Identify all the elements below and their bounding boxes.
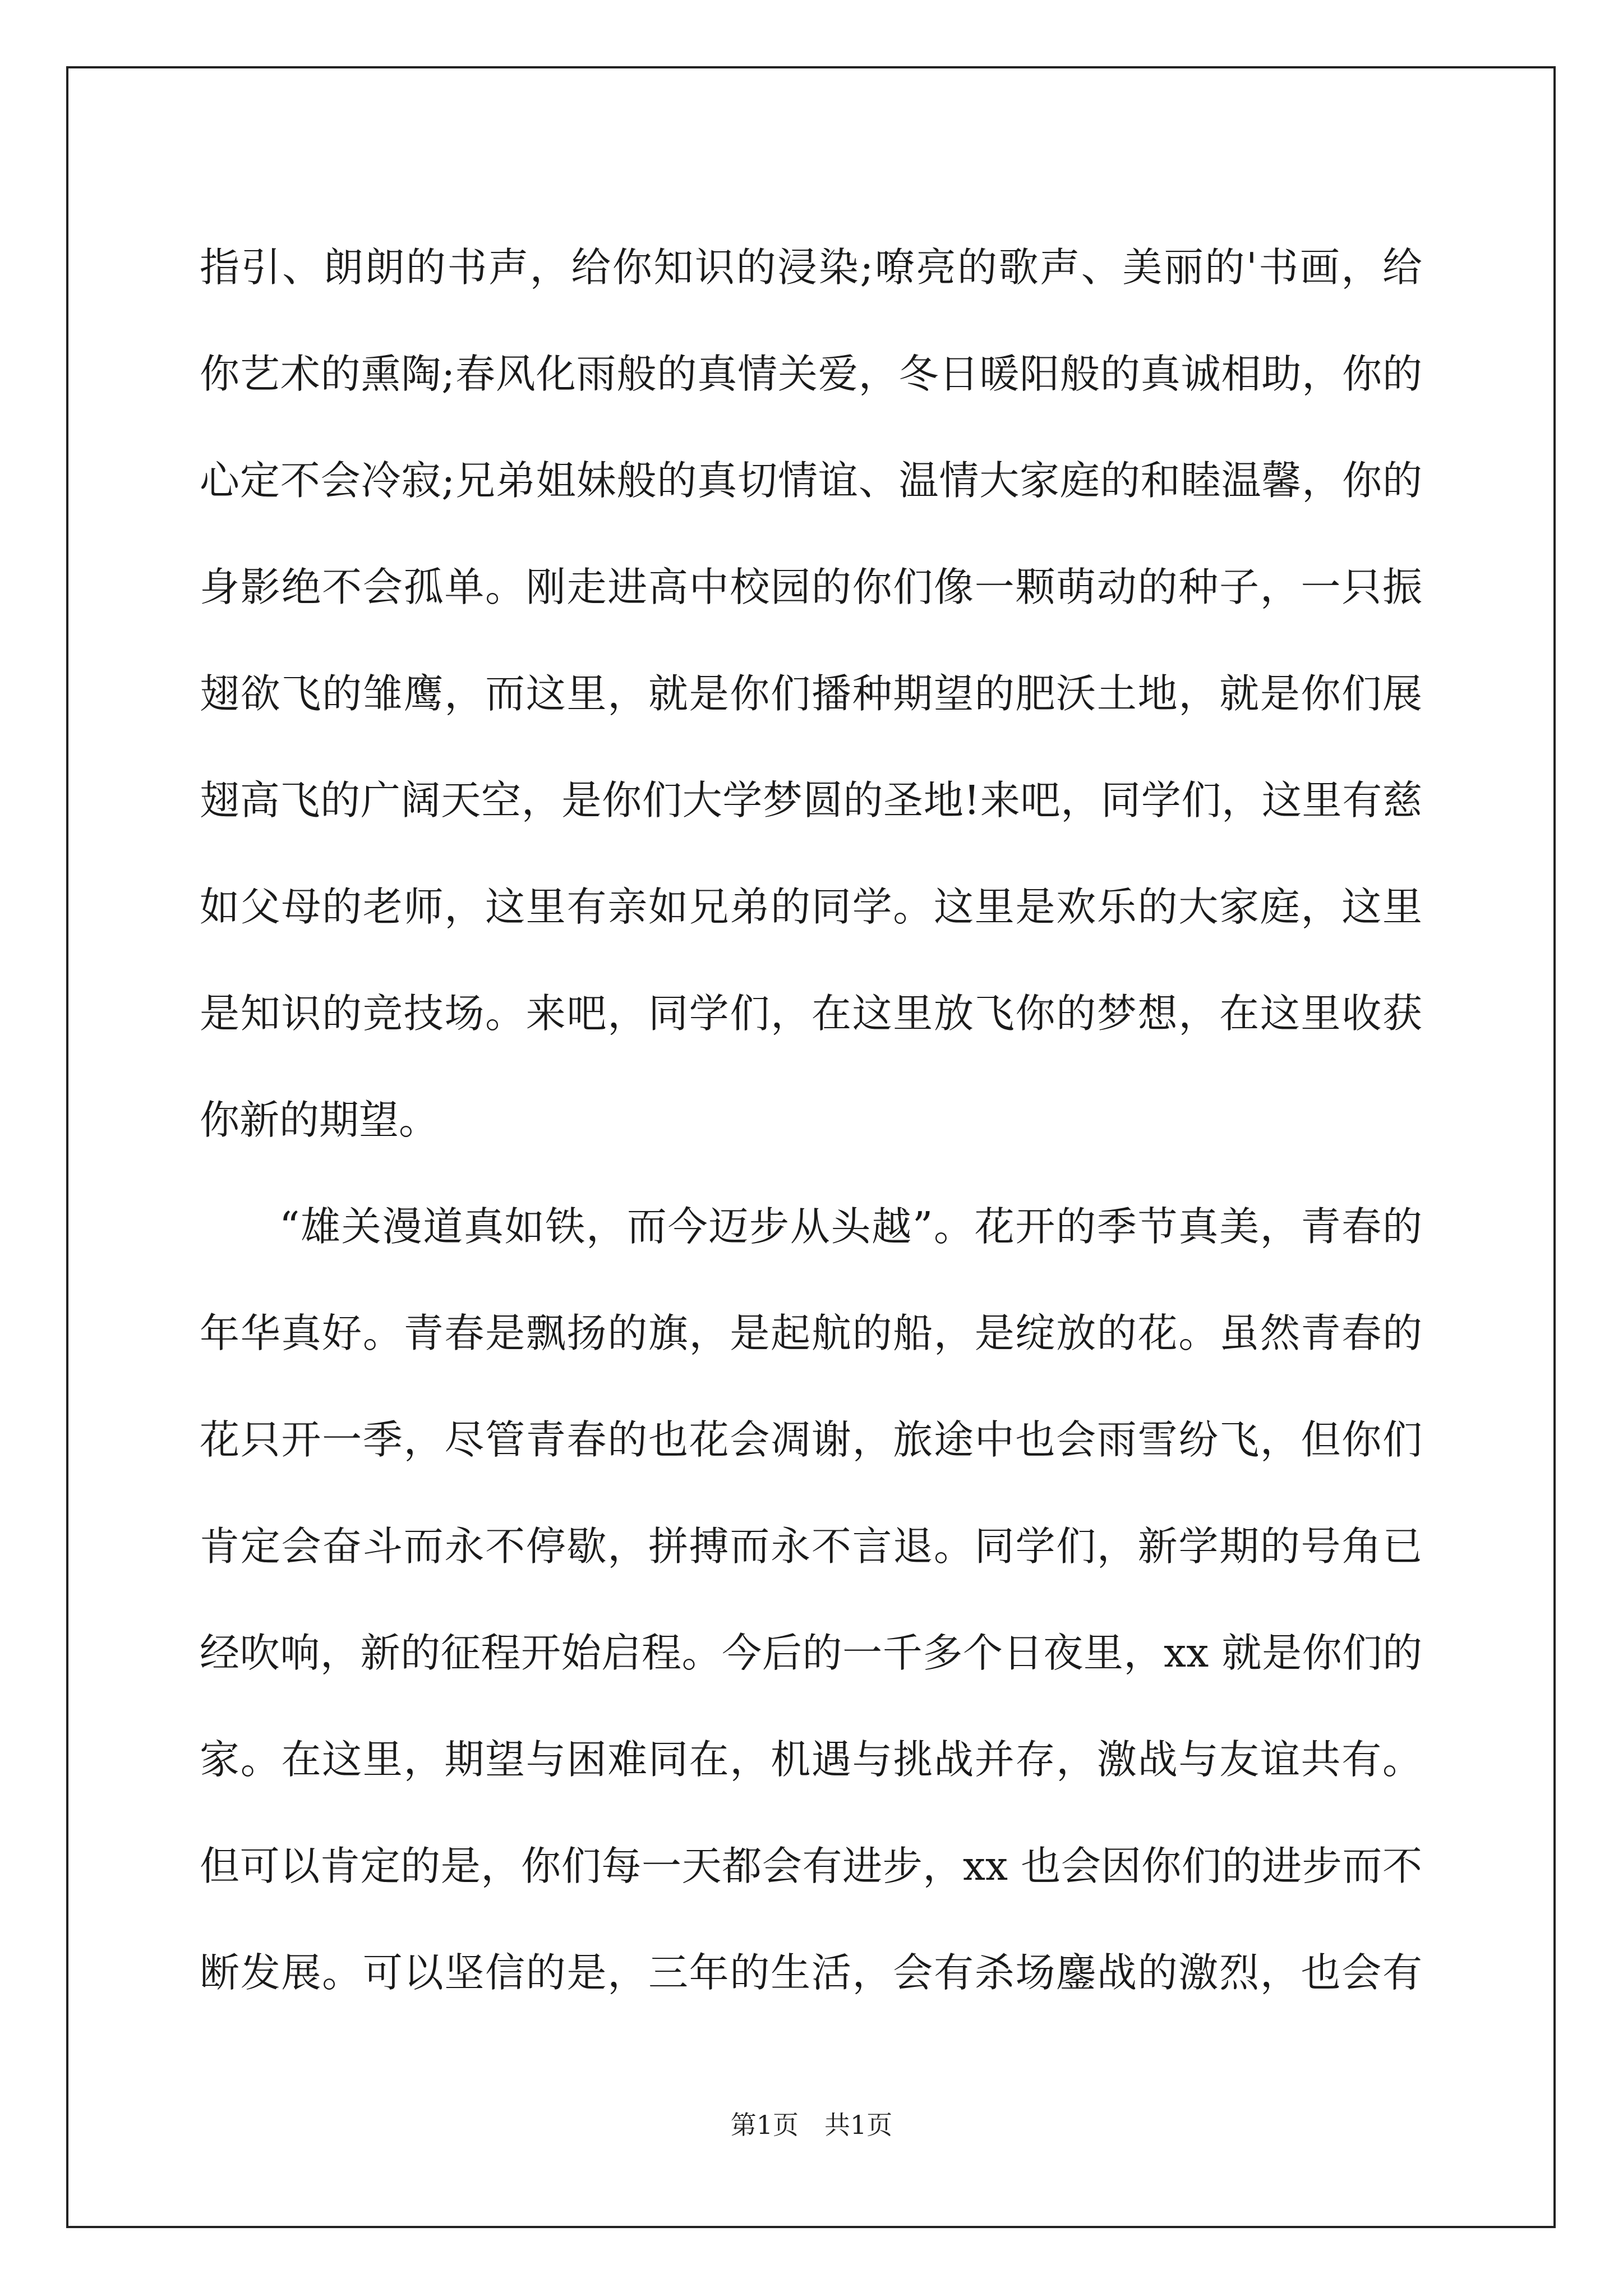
- text-line: 年华真好。青春是飘扬的旗，是起航的船，是绽放的花。虽然青春的: [200, 1310, 1422, 1356]
- paragraph-2: [200, 1174, 1422, 2026]
- text-line: 翅高飞的广阔天空，是你们大学梦圆的圣地!来吧，同学们，这里有慈: [200, 777, 1422, 823]
- document-body: [200, 214, 1422, 2026]
- text-line: 你艺术的熏陶;春风化雨般的真情关爱，冬日暖阳般的真诚相助，你的: [200, 351, 1422, 397]
- text-line: 断发展。可以坚信的是，三年的生活，会有杀场鏖战的激烈，也会有: [200, 1949, 1422, 1996]
- text-line: 身影绝不会孤单。刚走进高中校园的你们像一颗萌动的种子，一只振: [200, 564, 1422, 610]
- text-line: 肯定会奋斗而永不停歇，拼搏而永不言退。同学们，新学期的号角已: [200, 1523, 1422, 1570]
- paragraph-1: [200, 214, 1422, 1174]
- text-line: “雄关漫道真如铁，而今迈步从头越”。花开的季节真美，青春的: [279, 1203, 1422, 1250]
- text-line: 是知识的竞技场。来吧，同学们，在这里放飞你的梦想，在这里收获: [200, 990, 1422, 1037]
- text-line: 花只开一季，尽管青春的也花会凋谢，旅途中也会雨雪纷飞，但你们: [200, 1416, 1422, 1463]
- text-line: 你新的期望。: [200, 1097, 439, 1143]
- text-line: 家。在这里，期望与困难同在，机遇与挑战并存，激战与友谊共有。: [200, 1736, 1422, 1783]
- text-line: 心定不会冷寂;兄弟姐妹般的真切情谊、温情大家庭的和睦温馨，你的: [200, 457, 1422, 504]
- text-line: 指引、朗朗的书声，给你知识的浸染;嘹亮的歌声、美丽的'书画，给: [200, 244, 1422, 291]
- page-number-footer: 第1页 共1页: [730, 2110, 893, 2140]
- text-line: 翅欲飞的雏鹰，而这里，就是你们播种期望的肥沃土地，就是你们展: [200, 670, 1422, 717]
- text-line: 经吹响，新的征程开始启程。今后的一千多个日夜里，xx 就是你们的: [200, 1630, 1422, 1676]
- text-line: 如父母的老师，这里有亲如兄弟的同学。这里是欢乐的大家庭，这里: [200, 884, 1422, 930]
- text-line: 但可以肯定的是，你们每一天都会有进步，xx 也会因你们的进步而不: [200, 1843, 1422, 1889]
